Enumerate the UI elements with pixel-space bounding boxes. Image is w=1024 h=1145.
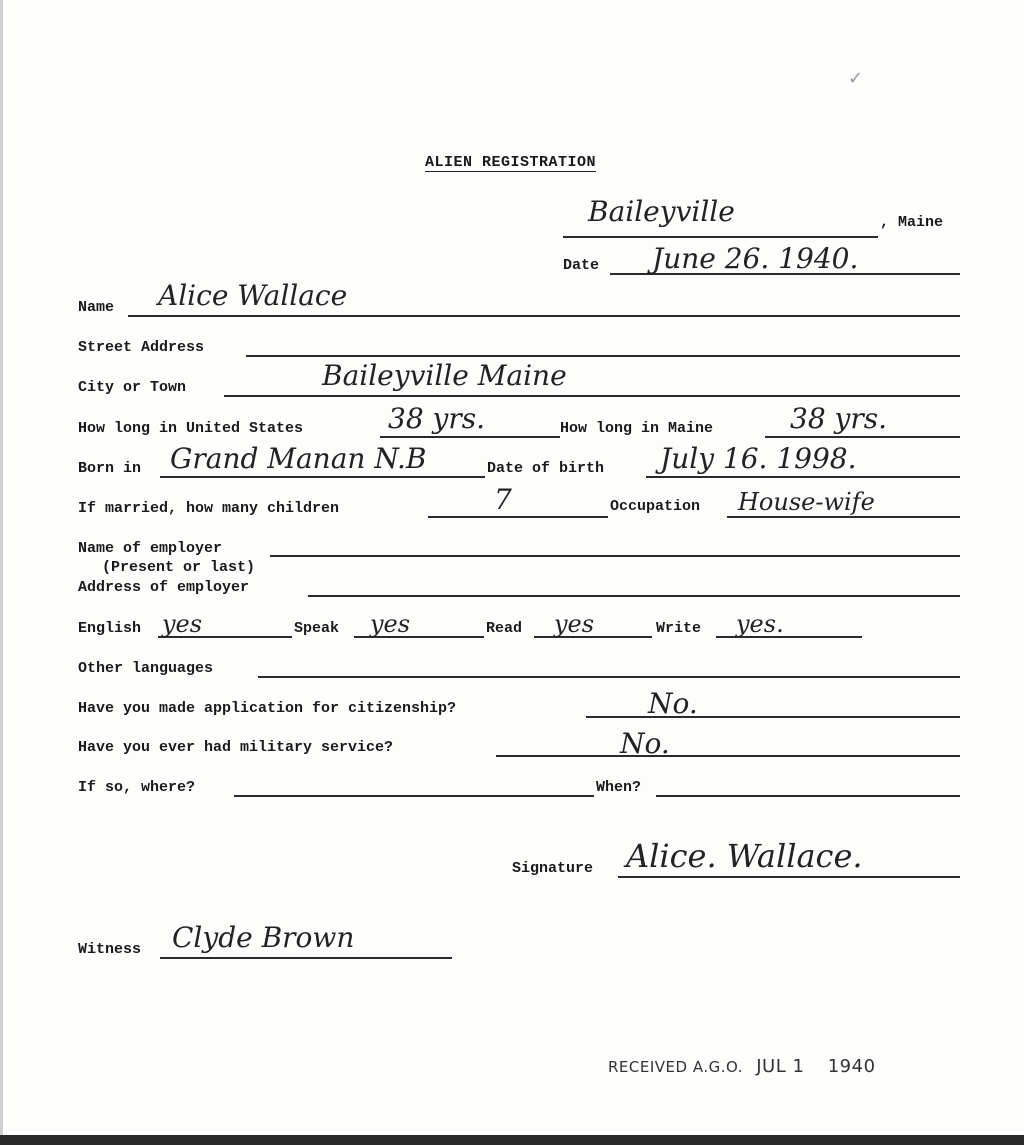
how-long-maine-label: How long in Maine [560,420,714,437]
witness-value: Clyde Brown [172,921,355,954]
where-label: If so, where? [78,779,196,796]
scan-edge-left [0,0,3,1145]
dob-line [646,476,960,478]
how-long-us-line [380,436,560,438]
when-line [656,795,960,797]
employer-line [270,555,960,557]
speak-label: Speak [294,620,340,637]
military-line [496,755,960,757]
name-label: Name [78,299,115,316]
occupation-line [727,516,960,518]
witness-label: Witness [78,941,142,958]
how-long-maine-line [765,436,960,438]
where-line [234,795,594,797]
stamp-date: JUL 1 [756,1056,805,1077]
children-line [428,516,608,518]
born-line [160,476,485,478]
when-label: When? [596,779,642,796]
stamp-prefix: RECEIVED A.G.O. [608,1058,743,1076]
signature-value: Alice. Wallace. [626,837,863,875]
stamp-year: 1940 [827,1056,876,1077]
english-label: English [78,620,142,637]
other-languages-label: Other languages [78,660,214,677]
dob-value: July 16. 1998. [660,442,857,475]
form-title: ALIEN REGISTRATION [425,154,597,171]
town-value: Baileyville [588,195,735,228]
witness-line [160,957,452,959]
city-label: City or Town [78,379,187,396]
town-line [563,236,878,238]
citizenship-label: Have you made application for citizenship? [78,700,457,717]
signature-label: Signature [512,860,594,877]
received-stamp [608,1056,876,1077]
city-value: Baileyville Maine [322,359,567,392]
scan-edge-bottom [0,1135,1024,1145]
years-maine-value: 38 yrs. [790,402,888,435]
write-label: Write [656,620,702,637]
other-languages-line [258,676,960,678]
street-line [246,355,960,357]
children-value: 7 [494,483,512,516]
how-long-us-label: How long in United States [78,420,304,437]
citizenship-value: No. [648,687,698,720]
read-label: Read [486,620,523,637]
signature-line [618,876,960,878]
military-label: Have you ever had military service? [78,739,394,756]
dob-label: Date of birth [487,460,605,477]
street-label: Street Address [78,339,205,356]
employer-note: (Present or last) [102,559,256,576]
write-value: yes. [736,610,784,638]
born-label: Born in [78,460,142,477]
state-label: , Maine [880,214,944,231]
name-value: Alice Wallace [158,279,348,312]
occupation-value: House-wife [738,488,875,516]
read-value: yes [554,610,595,638]
name-line [128,315,960,317]
city-line [224,395,960,397]
speak-value: yes [370,610,411,638]
employer-label: Name of employer [78,540,223,557]
date-label: Date [563,257,600,274]
born-value: Grand Manan N.B [170,442,427,475]
years-us-value: 38 yrs. [388,402,486,435]
check-mark-icon: ✓ [848,68,864,89]
children-label: If married, how many children [78,500,340,517]
english-value: yes [162,610,203,638]
date-value: June 26. 1940. [652,242,859,275]
employer-address-line [308,595,960,597]
military-value: No. [620,727,670,760]
occupation-label: Occupation [610,498,701,515]
employer-address-label: Address of employer [78,579,250,596]
citizenship-line [586,716,960,718]
